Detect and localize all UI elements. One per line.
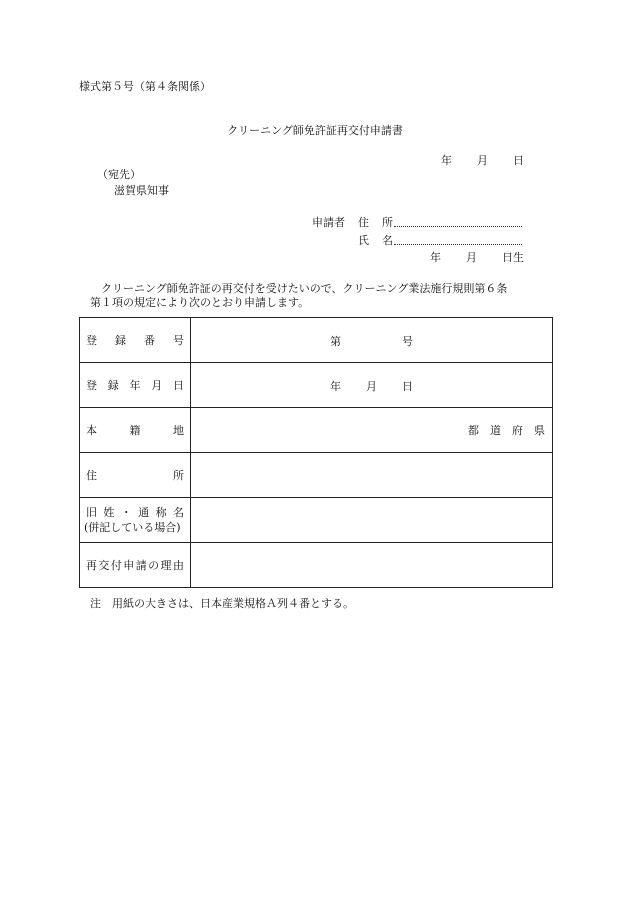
application-table — [79, 317, 553, 588]
birth-month: 月 — [466, 251, 477, 264]
label-char: 付 — [110, 559, 122, 572]
label-former-name-note: (併記している場合) — [84, 521, 181, 534]
applicant-prefix: 申請者 — [312, 216, 345, 229]
label-char: 由 — [172, 559, 184, 572]
label-char: 本 — [86, 424, 97, 437]
label-char: 地 — [173, 424, 184, 437]
name-label-1: 氏 — [358, 234, 369, 247]
page-title: クリーニング師免許証再交付申請書 — [227, 124, 403, 137]
label-char: 旧 — [86, 506, 97, 519]
table-row — [80, 318, 553, 363]
label-char: 録 — [115, 334, 126, 347]
value-char: 府 — [512, 424, 523, 437]
label-char: 申 — [123, 559, 135, 572]
value-part-month: 月 — [366, 380, 377, 393]
label-char: 録 — [107, 379, 119, 392]
name-label-2: 名 — [382, 234, 393, 247]
value-former-name[interactable] — [191, 498, 553, 543]
label-char: 理 — [160, 559, 172, 572]
label-char: ・ — [120, 506, 132, 519]
label-char: 交 — [98, 559, 110, 572]
birth-day: 日生 — [502, 251, 524, 264]
address-label-2: 所 — [382, 216, 393, 229]
label-char: 所 — [173, 469, 184, 482]
date-year: 年 — [441, 154, 452, 167]
label-former-name — [80, 498, 191, 543]
label-char: 再 — [86, 559, 97, 572]
address-label-1: 住 — [358, 216, 369, 229]
value-char: 都 — [468, 424, 479, 437]
table-row — [80, 543, 553, 588]
value-part-go: 号 — [402, 335, 413, 348]
label-char: 請 — [135, 559, 147, 572]
value-char: 県 — [534, 424, 545, 437]
value-registration-date[interactable] — [191, 363, 553, 408]
label-char: 籍 — [129, 424, 141, 437]
label-domicile — [80, 408, 191, 453]
date-day: 日 — [513, 154, 524, 167]
addressee-label: （宛先） — [97, 168, 141, 181]
label-registration-date — [80, 363, 191, 408]
label-char: 姓 — [103, 506, 115, 519]
label-char: 号 — [173, 334, 184, 347]
value-part-dai: 第 — [330, 335, 341, 348]
value-address[interactable] — [191, 453, 553, 498]
table-row — [80, 453, 553, 498]
label-char: 日 — [173, 379, 184, 392]
label-address — [80, 453, 191, 498]
table-row — [80, 498, 553, 543]
label-reissue-reason — [80, 543, 191, 588]
label-char: 名 — [172, 506, 184, 519]
address-fill-line[interactable] — [394, 226, 522, 227]
addressee: 滋賀県知事 — [114, 184, 169, 197]
label-char: の — [148, 559, 160, 572]
label-char: 登 — [86, 334, 97, 347]
form-number: 様式第５号（第４条関係） — [79, 80, 211, 93]
label-char: 称 — [155, 506, 167, 519]
label-char: 月 — [151, 379, 163, 392]
body-text-line1: クリーニング師免許証の再交付を受けたいので、クリーニング業法施行規則第６条 — [101, 282, 508, 295]
label-char: 年 — [129, 379, 141, 392]
value-reissue-reason[interactable] — [191, 543, 553, 588]
table-row — [80, 363, 553, 408]
table-row — [80, 408, 553, 453]
value-registration-number[interactable] — [191, 318, 553, 363]
label-registration-number — [80, 318, 191, 363]
birth-year: 年 — [430, 251, 441, 264]
label-char: 番 — [144, 334, 155, 347]
date-month: 月 — [477, 154, 488, 167]
name-fill-line[interactable] — [394, 244, 522, 245]
note: 注 用紙の大きさは、日本産業規格Ａ列４番とする。 — [90, 597, 354, 610]
value-part-day: 日 — [402, 380, 413, 393]
value-domicile[interactable] — [191, 408, 553, 453]
label-char: 登 — [86, 379, 97, 392]
value-char: 道 — [490, 424, 501, 437]
value-part-year: 年 — [330, 380, 341, 393]
body-text-line2: 第１項の規定により次のとおり申請します。 — [90, 296, 310, 309]
label-char: 住 — [86, 469, 97, 482]
label-char: 通 — [138, 506, 150, 519]
